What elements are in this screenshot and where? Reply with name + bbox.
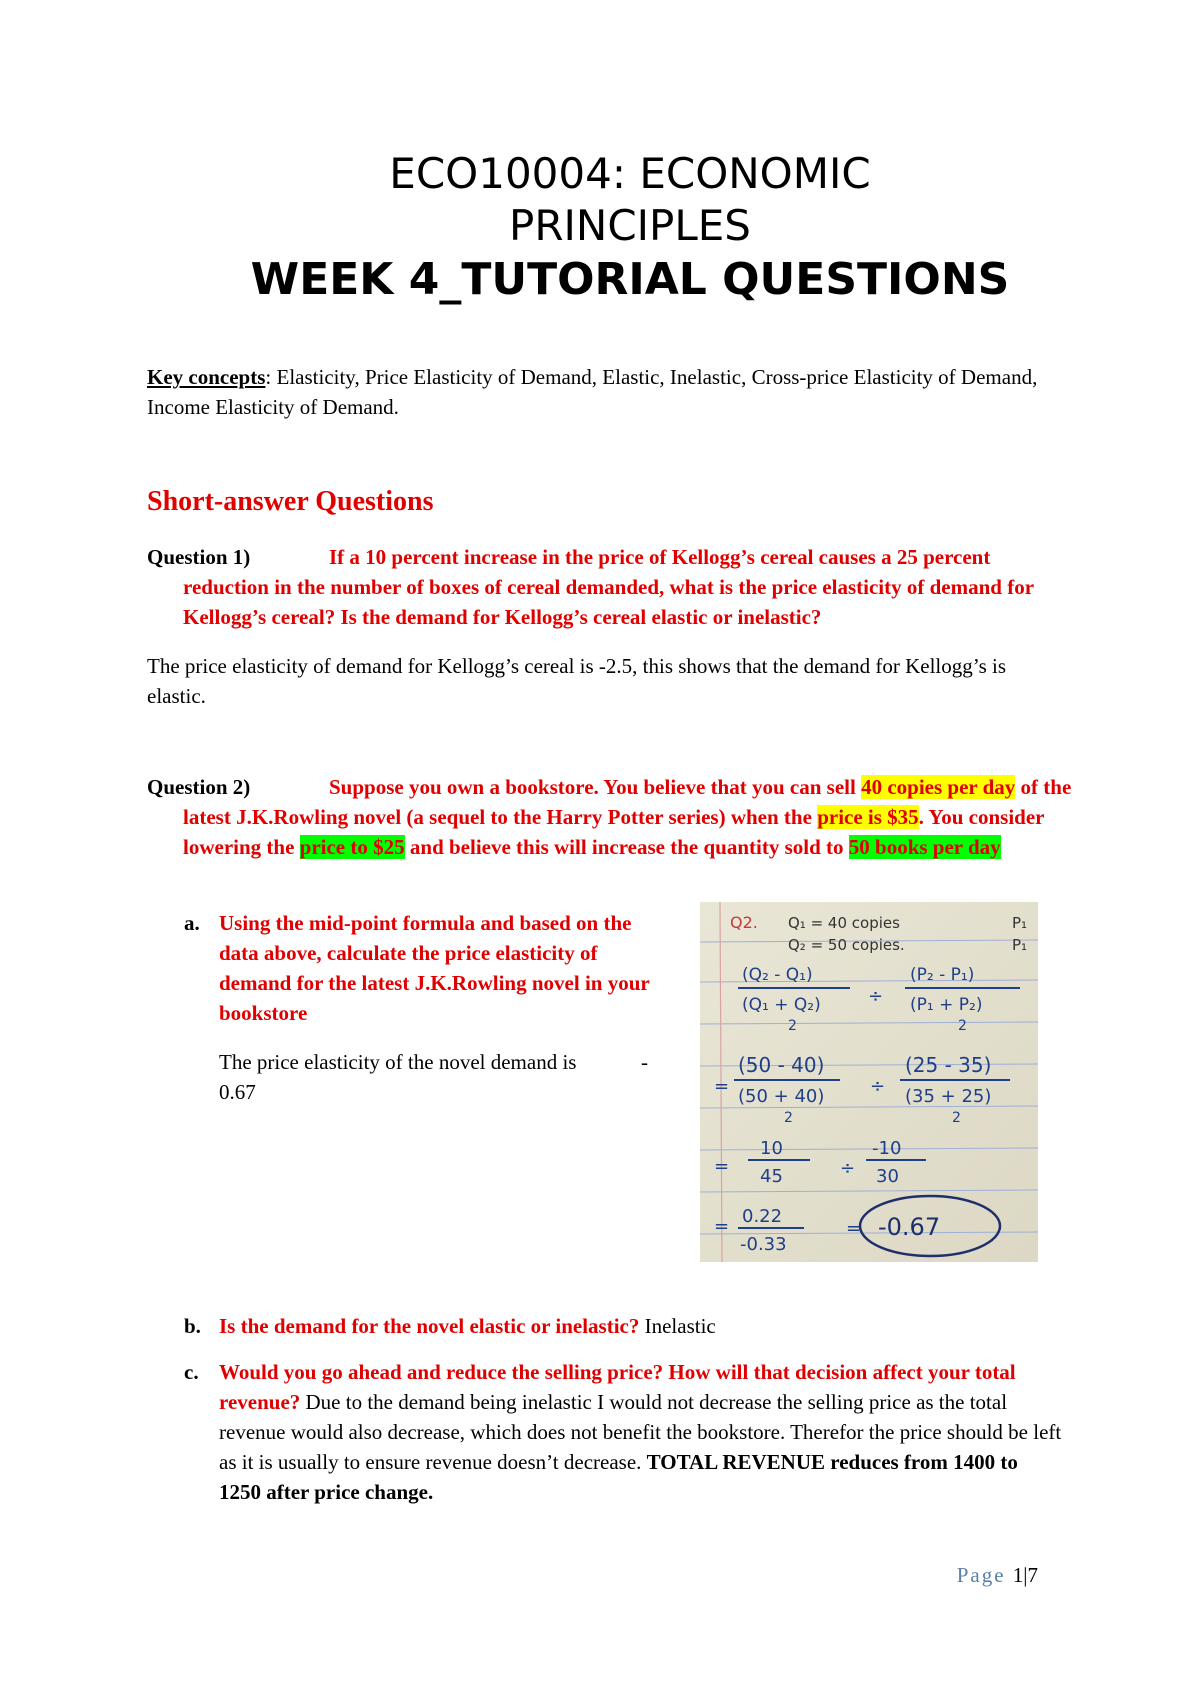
hw-q2-label: Q2.: [730, 913, 758, 932]
hw-row2-den-right: (35 + 25): [905, 1086, 992, 1107]
question-1: [147, 542, 1077, 632]
highlight-quantity-2: 50 books per day: [848, 835, 1001, 859]
question-2c-letter: c.: [184, 1360, 199, 1384]
key-concepts: [147, 362, 1067, 422]
title-line-2: PRINCIPLES: [509, 201, 751, 250]
question-2c-answer-bold: TOTAL REVENUE reduces from 1400 to 1250 after price change.: [219, 1450, 1018, 1504]
hw-row3-den-left: 45: [760, 1166, 783, 1187]
question-2a-letter: a.: [184, 911, 200, 935]
hw-row3-div: ÷: [840, 1158, 856, 1179]
page-word: Page: [956, 1563, 1006, 1587]
hw-row3-eq: =: [714, 1156, 730, 1177]
hw-row2-two-right: 2: [952, 1110, 961, 1126]
question-2: [147, 772, 1077, 862]
hw-row1-two-left: 2: [788, 1018, 797, 1034]
question-2c-text: Would you go ahead and reduce the selling price? How will that decision affect your total revenue?: [219, 1360, 1016, 1414]
hw-row1-two-right: 2: [958, 1018, 967, 1034]
question-2a-text: Using the mid-point formula and based on the data above, calculate the price elasticity of demand for the latest J.K.Rowling novel in your bookstore: [219, 911, 650, 1025]
hw-row2-two-left: 2: [784, 1110, 793, 1126]
hw-row4-result: -0.67: [878, 1213, 941, 1241]
hw-row4-den: -0.33: [740, 1234, 787, 1255]
hw-p2: P₁: [1012, 936, 1028, 954]
hw-row1-num-left: (Q₂ - Q₁): [742, 965, 813, 985]
hw-row3-den-right: 30: [876, 1166, 899, 1187]
hw-row1-num-right: (P₂ - P₁): [910, 965, 975, 985]
highlight-price-1: price is $35: [817, 805, 919, 829]
question-1-text: If a 10 percent increase in the price of Kellogg’s cereal causes a 25 percent reduction in the number of boxes of cereal demanded, what is the price elasticity of demand for Kellogg’s cereal? Is the demand for Kellogg’s cereal elastic or inelastic?: [183, 545, 1034, 629]
hw-row2-div: ÷: [870, 1076, 886, 1097]
hw-row2-num-right: (25 - 35): [905, 1053, 992, 1077]
question-2b-text: Is the demand for the novel elastic or inelastic?: [219, 1314, 640, 1338]
section-heading: Short-answer Questions: [147, 486, 434, 517]
question-2b: [184, 1311, 1084, 1341]
hw-row1-den-right: (P₁ + P₂): [910, 995, 983, 1015]
question-2b-answer: Inelastic: [639, 1314, 716, 1338]
title-line-3: WEEK 4_TUTORIAL QUESTIONS: [250, 254, 1010, 305]
question-2b-letter: b.: [184, 1314, 201, 1338]
hw-q1: Q₁ = 40 copies: [788, 914, 900, 932]
hw-row4-eq2: =: [846, 1218, 862, 1239]
key-concepts-label: Key concepts: [147, 365, 266, 389]
hw-row3-num-right: -10: [872, 1138, 902, 1159]
title-line-1: ECO10004: ECONOMIC: [389, 149, 871, 198]
question-2-label: Question 2): [147, 775, 251, 799]
highlight-quantity-1: 40 copies per day: [861, 775, 1016, 799]
hw-row1-div: ÷: [868, 986, 884, 1007]
handwritten-calculation-photo: [700, 902, 1038, 1262]
hw-row2-num-left: (50 - 40): [738, 1053, 825, 1077]
hw-row2-den-left: (50 + 40): [738, 1086, 825, 1107]
page-number: 1|7: [1012, 1563, 1038, 1587]
hw-row1-den-left: (Q₁ + Q₂): [742, 995, 821, 1015]
question-1-answer: The price elasticity of demand for Kellogg’s cereal is -2.5, this shows that the demand for Kellogg’s is elastic.: [147, 654, 1007, 708]
highlight-price-2: price to $25: [299, 835, 405, 859]
hw-row4-num: 0.22: [742, 1206, 783, 1227]
hw-row4-eq: =: [714, 1216, 730, 1237]
hw-row3-num-left: 10: [760, 1138, 783, 1159]
question-2c-answer: Due to the demand being inelastic I would not decrease the selling price as the total revenue would also decrease, which does not benefit the bookstore. Therefor the price should be left as it is usually to ensure revenue doesn’t decrease.: [219, 1390, 1062, 1474]
hw-p1: P₁: [1012, 914, 1028, 932]
document-title: [140, 148, 1120, 308]
question-2a: [184, 908, 674, 1028]
question-2a-answer: The price elasticity of the novel demand is - 0.67: [219, 1050, 648, 1104]
key-concepts-text: : Elasticity, Price Elasticity of Demand, Elastic, Inelastic, Cross-price Elasticity of Demand, Income Elasticity of Demand.: [147, 365, 1038, 419]
question-2-text: Suppose you own a bookstore. You believe that you can sell 40 copies per day of the latest J.K.Rowling novel (a sequel to the Harry Potter series) when the price is $35. You consider lowering the price to $25 and believe this will increase the quantity sold to 50 books per day: [183, 775, 1072, 859]
page-footer: [957, 1563, 1038, 1588]
hw-q2: Q₂ = 50 copies.: [788, 936, 905, 954]
question-2c: [184, 1357, 1064, 1507]
hw-row2-eq: =: [714, 1076, 730, 1097]
question-1-label: Question 1): [147, 545, 251, 569]
